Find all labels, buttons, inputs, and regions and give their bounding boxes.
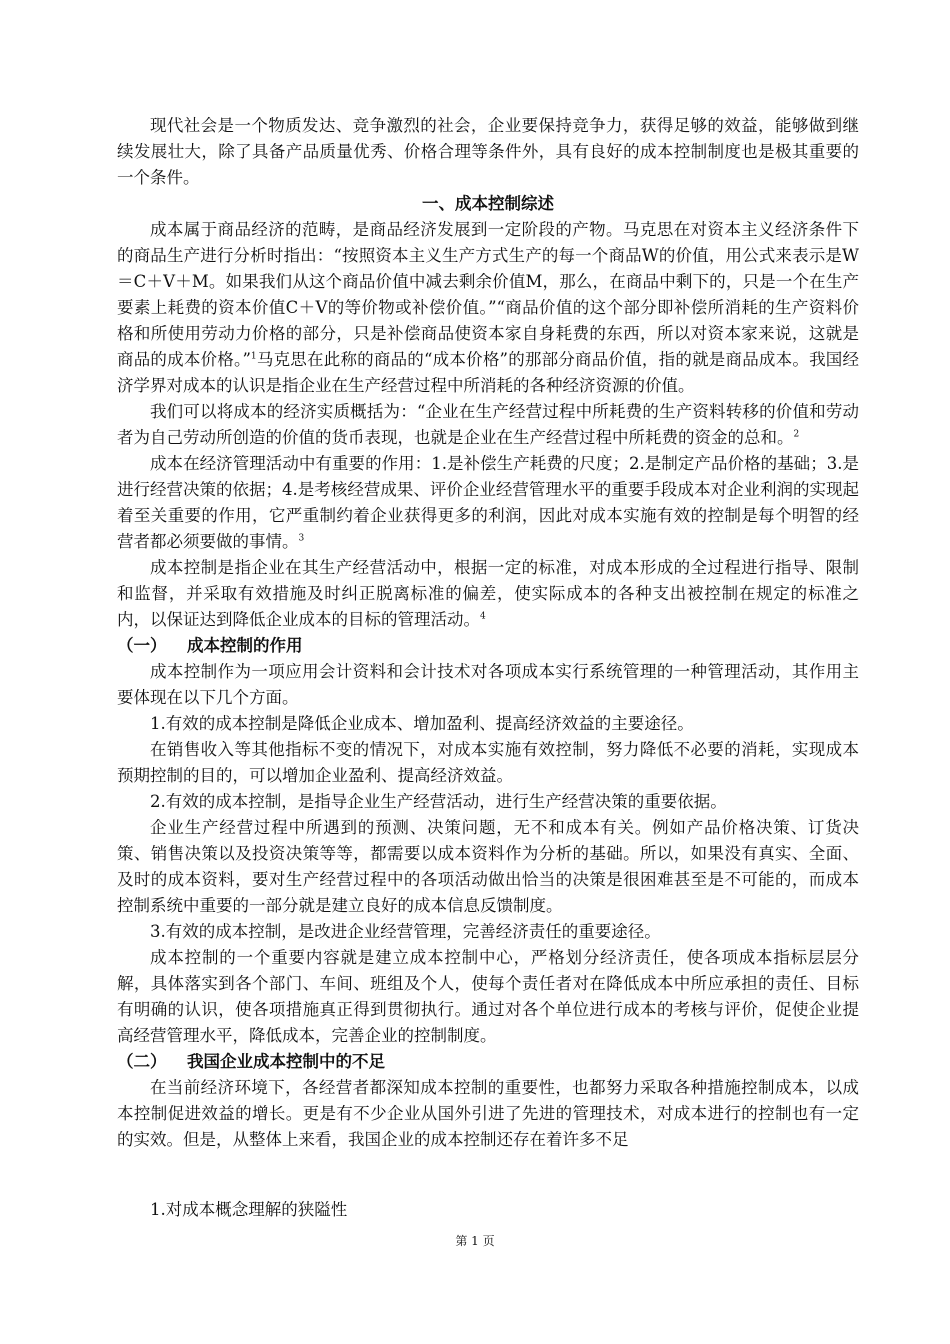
section1-paragraph-1 xyxy=(117,217,859,399)
subsection-1-heading xyxy=(117,633,859,659)
sub1-paragraph-4: 成本控制的一个重要内容就是建立成本控制中心，严格划分经济责任，使各项成本指标层层分解，具体落实到各个部门、车间、班组及个人，使每个责任者对在降低成本中所应承担的责任、目标有明确的认识，使各项措施真正得到贯彻执行。通过对各个单位进行成本的考核与评价，促使企业提高经营管理水平，降低成本，完善企业的控制制度。 xyxy=(117,948,859,1045)
sub1-paragraph-3: 企业生产经营过程中所遇到的预测、决策问题，无不和成本有关。例如产品价格决策、订货决策、销售决策以及投资决策等等，都需要以成本资料作为分析的基础。所以，如果没有真实、全面、及时的成本资料，要对生产经营过程中的各项活动做出恰当的决策是很困难甚至是不可能的，而成本控制系统中重要的一部分就是建立良好的成本信息反馈制度。 xyxy=(117,818,859,915)
footnote-ref-2[interactable]: 2 xyxy=(793,429,800,440)
section1-paragraph-3 xyxy=(117,451,859,555)
section1-paragraph-1-tail: 马克思在此称的商品的“成本价格”的那部分商品价值，指的就是商品成本。我国经济学界对成本的认识是指企业在生产经营过程中所消耗的各种经济资源的价值。 xyxy=(117,350,860,395)
section1-paragraph-2-text: 我们可以将成本的经济实质概括为：“企业在生产经营过程中所耗费的生产资料转移的价值和劳动者为自己劳动所创造的价值的货币表现，也就是企业在生产经营过程中所耗费的资金的总和。 xyxy=(117,402,859,447)
paragraph-gap xyxy=(117,1153,859,1197)
page-number: 第 1 页 xyxy=(455,1234,495,1248)
section1-paragraph-4-text: 成本控制是指企业在其生产经营活动中，根据一定的标准，对成本形成的全过程进行指导、限制和监督，并采取有效措施及时纠正脱离标准的偏差，使实际成本的各种支出被控制在规定的标准之内，以保证达到降低企业成本的目标的管理活动。 xyxy=(117,558,859,629)
subsection-2-title: 我国企业成本控制中的不足 xyxy=(187,1052,385,1071)
subsection-1-title: 成本控制的作用 xyxy=(187,636,303,655)
subsection-2-heading xyxy=(117,1049,859,1075)
sub2-paragraph-1: 在当前经济环境下，各经营者都深知成本控制的重要性，也都努力采取各种措施控制成本，以成本控制促进效益的增长。更是有不少企业从国外引进了先进的管理技术，对成本进行的控制也有一定的实效。但是，从整体上来看，我国企业的成本控制还存在着许多不足 xyxy=(117,1078,859,1149)
sub1-point-2: 2.有效的成本控制，是指导企业生产经营活动，进行生产经营决策的重要依据。 xyxy=(150,792,727,811)
sub1-paragraph-1: 成本控制作为一项应用会计资料和会计技术对各项成本实行系统管理的一种管理活动，其作用主要体现在以下几个方面。 xyxy=(117,662,859,707)
section1-paragraph-2 xyxy=(117,399,859,451)
sub2-item-1: 1.对成本概念理解的狭隘性 xyxy=(150,1200,348,1219)
footnote-ref-4[interactable]: 4 xyxy=(480,611,486,622)
footnote-ref-3[interactable]: 3 xyxy=(298,533,305,544)
sub1-point-1: 1.有效的成本控制是降低企业成本、增加盈利、提高经济效益的主要途径。 xyxy=(150,714,694,733)
sub1-paragraph-2: 在销售收入等其他指标不变的情况下，对成本实施有效控制，努力降低不必要的消耗，实现成本预期控制的目的，可以增加企业盈利、提高经济效益。 xyxy=(117,740,859,785)
section1-paragraph-1-text: 成本属于商品经济的范畴，是商品经济发展到一定阶段的产物。马克思在对资本主义经济条件下的商品生产进行分析时指出：“按照资本主义生产方式生产的每一个商品W的价值，用公式来表示是W＝C＋V＋M。如果我们从这个商品价值中减去剩余价值M，那么，在商品中剩下的，只是一个在生产要素上耗费的资本价值C＋V的等价物或补偿价值。”“商品价值的这个部分即补偿所消耗的生产资料价格和所使用劳动力价格的部分，只是补偿商品使资本家自身耗费的东西，所以对资本家来说，这就是商品的成本价格。” xyxy=(117,220,859,369)
intro-paragraph: 现代社会是一个物质发达、竞争激烈的社会，企业要保持竞争力，获得足够的效益，能够做到继续发展壮大，除了具备产品质量优秀、价格合理等条件外，具有良好的成本控制制度也是极其重要的一个条件。 xyxy=(117,116,859,187)
subsection-1-number: （一） xyxy=(117,636,167,655)
sub1-point-3: 3.有效的成本控制，是改进企业经营管理，完善经济责任的重要途径。 xyxy=(150,922,661,941)
section1-paragraph-3-text: 成本在经济管理活动中有重要的作用：1.是补偿生产耗费的尺度；2.是制定产品价格的基础；3.是进行经营决策的依据；4.是考核经营成果、评价企业经营管理水平的重要手段成本对企业利润的实现起着至关重要的作用，它严重制约着企业获得更多的利润，因此对成本实施有效的控制是每个明智的经营者都必须要做的事情。 xyxy=(117,454,859,551)
section1-paragraph-4 xyxy=(117,555,859,633)
subsection-2-number: （二） xyxy=(117,1052,167,1071)
section-title: 一、成本控制综述 xyxy=(422,194,554,213)
document-body xyxy=(117,113,859,1223)
footnote-ref-1[interactable]: 1 xyxy=(250,351,257,362)
